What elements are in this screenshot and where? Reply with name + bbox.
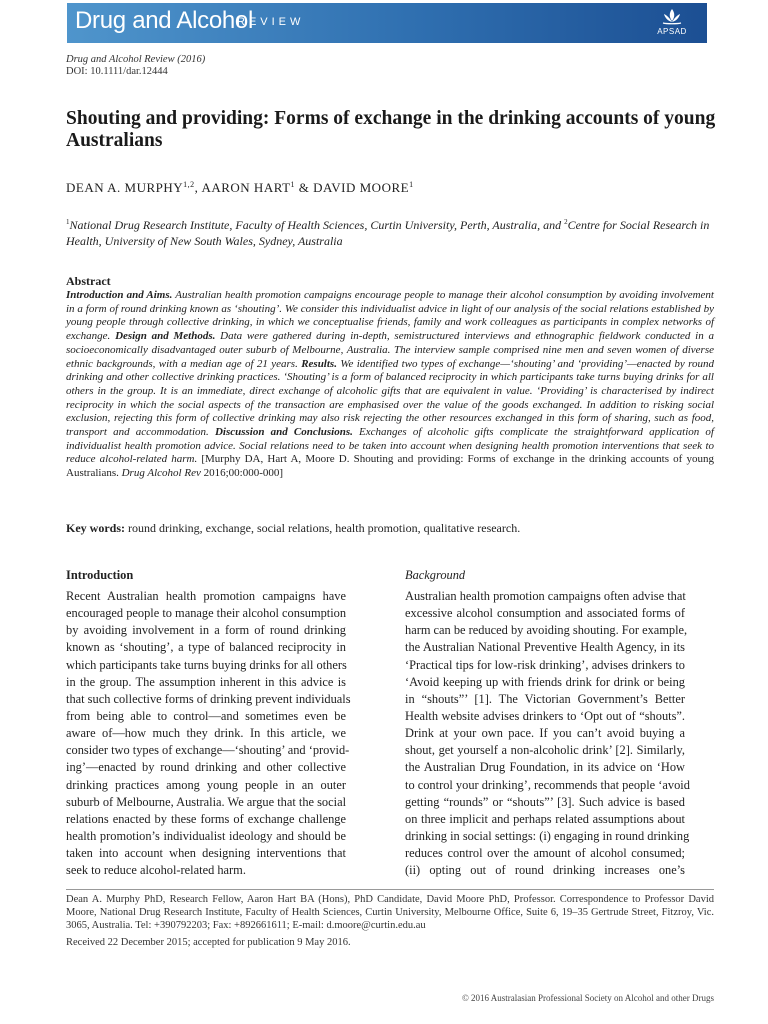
abstract-intro-text: Australian health promotion campaigns encourage people to manage their alcohol consumption by avoiding involvement in a form of round drinking known as ‘shouting’. We consider this individualist advice in light of our analysis of the social relations established by young people through collective drinking, in which we conceptualise friends, family and work colleagues as participants in complex networks of exchange.: [66, 289, 714, 343]
abstract-design-label: Design and Methods.: [115, 330, 216, 343]
abstract-citation: [Murphy DA, Hart A, Moore D. Shouting and providing: Forms of exchange in the drinking accounts of young Australians.: [66, 453, 714, 480]
author-affil-sup: 1: [409, 180, 414, 189]
apsad-text: APSAD: [657, 27, 687, 36]
author-name: DEAN A. MURPHY: [66, 180, 184, 195]
text-line: ing’—enacted by round drinking and other collective: [66, 760, 346, 775]
text-line: reduces control over the amount of alcohol consumed;: [405, 846, 685, 861]
article-title: Shouting and providing: Forms of exchange in the drinking accounts of young Australians: [66, 108, 716, 151]
text-line: on three implicit and perhaps related assumptions about: [405, 811, 685, 826]
text-line: the Australian National Preventive Health Agency, in its: [405, 640, 685, 655]
text-line: Drink at your own pace. If you can’t avoid buying a: [405, 726, 685, 741]
author-name: DAVID MOORE: [313, 180, 410, 195]
text-line: from being able to control—and sometimes even be: [66, 708, 346, 723]
text-line: drinking in social settings: (i) engaging in round drinking: [405, 828, 690, 843]
abstract-intro-label: Introduction and Aims.: [66, 289, 173, 301]
introduction-heading: Introduction: [66, 568, 134, 582]
text-line: known as ‘shouting’, a type of balanced reciprocity in: [66, 640, 346, 655]
text-line: relations enacted by these forms of exchange challenge: [66, 811, 346, 826]
text-line: that such collective forms of drinking prevent individuals: [66, 691, 351, 706]
text-line: seek to reduce alcohol-related harm.: [66, 863, 246, 878]
text-line: by avoiding involvement in a form of round drinking: [66, 623, 346, 638]
text-line: excessive alcohol consumption and associated forms of: [405, 606, 685, 621]
introduction-text: [66, 588, 351, 879]
lotus-icon: [661, 7, 683, 27]
affil-sup: 1: [66, 218, 70, 226]
affiliation-1: National Drug Research Institute, Faculty of Health Sciences, Curtin University, Perth, Australia, and: [69, 218, 565, 232]
text-line: in the group. The assumption inherent in this advice is: [66, 674, 346, 689]
text-line: Australian health promotion campaigns often advise that: [405, 589, 686, 603]
abstract-body: [66, 289, 714, 481]
text-line: getting “rounds” or “shouts”’ [3]. Such advice is based: [405, 794, 685, 809]
correspondence-footnote: Dean A. Murphy PhD, Research Fellow, Aaron Hart BA (Hons), PhD Candidate, David Moore PhD, Professor. Correspondence to Professor David Moore, National Drug Research Institute, Faculty of Health Sciences, Curtin University, Melbourne Office, Suite 6, 19–35 Gertrude Street, Fitzroy, Vic. 3065, Australia. Tel: +390792203; Fax: +892661611; E-mail: d.moore@curtin.edu.au: [66, 894, 714, 931]
text-line: Health website advises drinkers to ‘Opt out of “shouts”.: [405, 708, 685, 723]
abstract-results-text: We identified two types of exchange—‘shouting’ and ‘providing’—enacted by round drinking and other collective drinking practices. ‘Shouting’ is a form of balanced reciprocity in which participants take turns buying drinks for all others in the group. It is an immediate, direct exchange of alcoholic gifts that are equivalent in value. ‘Providing’ is characterised by indirect reciprocity in which the social aspects of the transaction are emphasised over the value of the goods exchanged. In addition to risking social exclusion, rejecting this form of collective drinking may also risk rejecting the other resources exchanged in this form of sharing, such as food, transport and accommodation.: [66, 357, 714, 439]
text-line: in “shouts”’ [1]. The Victorian Government’s Better: [405, 691, 685, 706]
apsad-logo: [647, 7, 697, 39]
journal-name: Drug and Alcohol: [75, 7, 253, 34]
text-line: ‘Avoid keeping up with friends drink for drink or being: [405, 674, 685, 689]
journal-citation-text: Drug and Alcohol Review (2016): [66, 54, 206, 65]
text-line: to control your drinking’, recommends that people ‘avoid: [405, 777, 690, 792]
author-list: [66, 180, 414, 196]
text-line: the Australian Drug Foundation, in its advice on ‘How: [405, 760, 685, 775]
keywords-text: round drinking, exchange, social relations, health promotion, qualitative research.: [125, 521, 521, 535]
text-line: shout, get yourself a non-alcoholic drink’ [2]. Similarly,: [405, 743, 685, 758]
author-affil-sup: 1: [290, 180, 296, 189]
affiliations: [66, 214, 716, 249]
affil-sup: 2: [564, 218, 568, 226]
keywords: [66, 521, 520, 536]
abstract-design-text: Data were gathered during in-depth, semistructured interviews and ethnographic fieldwork conducted in a socioeconomically disadvantaged outer suburb of Melbourne, Australia. The interview sample comprised nine men and seven women of diverse ethnic backgrounds, with a median age of 21 years.: [66, 330, 714, 370]
doi: DOI: 10.1111/dar.12444: [66, 66, 168, 77]
text-line: drinking practices among young people in an outer: [66, 777, 346, 792]
text-line: consider two types of exchange—‘shouting’ and ‘provid-: [66, 743, 350, 758]
received-dates: Received 22 December 2015; accepted for publication 9 May 2016.: [66, 937, 351, 948]
author-separator: ,: [194, 180, 202, 195]
author-separator: &: [295, 180, 314, 195]
abstract-citation-journal: Drug Alcohol Rev: [121, 467, 201, 480]
background-text: [405, 588, 690, 879]
journal-citation: [66, 54, 205, 66]
text-line: ‘Practical tips for low-risk drinking’, advises drinkers to: [405, 657, 685, 672]
text-line: (ii) opting out of round drinking increases one’s: [405, 863, 685, 878]
keywords-label: Key words:: [66, 521, 125, 535]
text-line: taken into account when designing interventions that: [66, 846, 346, 861]
text-line: encouraged people to manage their alcohol consumption: [66, 606, 347, 621]
author-name: AARON HART: [201, 180, 291, 195]
journal-review-label: REVIEW: [237, 16, 305, 28]
affiliation-2: Centre for Social Research in Health, University of New South Wales, Sydney, Australia: [66, 218, 710, 248]
text-line: harm can be reduced by avoiding shouting. For example,: [405, 623, 688, 638]
background-heading: Background: [405, 568, 466, 582]
text-line: health promotion’s individualist ideology and should be: [66, 828, 346, 843]
journal-banner: [67, 3, 707, 43]
abstract-discussion-label: Discussion and Conclusions.: [214, 426, 353, 439]
copyright-notice: © 2016 Australasian Professional Society on Alcohol and other Drugs: [461, 993, 714, 1003]
text-line: aware of—how much they drink. In this article, we: [66, 726, 346, 741]
abstract-heading: Abstract: [66, 274, 111, 288]
abstract-citation-tail: 2016;00:000-000]: [200, 467, 284, 480]
text-line: suburb of Melbourne, Australia. We argue that the social: [66, 794, 347, 809]
author-affil-sup: 1,2: [183, 180, 195, 189]
text-line: Recent Australian health promotion campaigns have: [66, 589, 346, 603]
footnote-divider: [66, 889, 714, 890]
abstract-discussion-text: Exchanges of alcoholic gifts complicate the straightforward application of individualist health promotion advice. Social relations need to be taken into account when designing health promotion interventions that seek to reduce alcohol-related harm.: [66, 426, 714, 466]
text-line: which participants take turns buying drinks for all others: [66, 657, 347, 672]
abstract-results-label: Results.: [301, 357, 337, 370]
